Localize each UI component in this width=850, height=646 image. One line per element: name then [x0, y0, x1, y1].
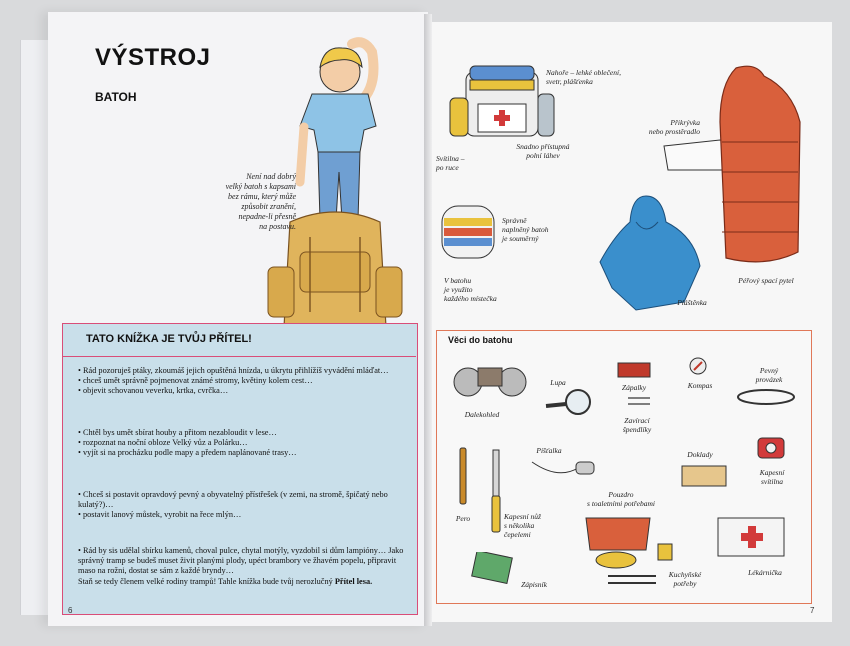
bullet-group-4: • Rád by sis udělal sbírku kamenů, choval pulce, chytal motýly, vyzdobil si dům lampióny… Jako správný tramp se budeš muset živit planými plody, upéct brambory ve žhavém popelu, připravit maso na rožni, dostat se sám z každé bryndy… Staň se tedy členem velké rodiny trampů! Tahle knížka bude tvůj nerozlučný Přítel lesa. [78, 546, 404, 586]
bullet-text: Rád by sis udělal sbírku kamenů, choval pulce, chytal motýly, vyzdobil si dům lampióny… Jako správný tramp se budeš muset živit planými plody, upéct brambory ve žhavém popelu, připravit maso na rožni, dostat se sám z každé bryndy… [78, 546, 404, 576]
backpack-caption [206, 172, 296, 232]
label-water-bottle [508, 142, 578, 160]
label-line: Kapesní [759, 468, 785, 477]
bullet-text: Chceš si postavit opravdový pevný a obyvatelný přístřešek (v zemi, na stromě, špičatý nebo kulatý?)… [78, 490, 388, 510]
label-line: provázek [755, 375, 783, 384]
label-line: svítilna [760, 477, 784, 486]
label-flashlight [750, 468, 794, 486]
label-line: Svítilna – [436, 154, 465, 163]
matches-icon [616, 360, 652, 380]
book-gutter [424, 14, 432, 626]
label-line: polní láhev [526, 151, 560, 160]
label-safety-pins [612, 416, 662, 434]
label-line: po ruce [436, 163, 459, 172]
label-line: každého místečka [444, 294, 497, 303]
caption-line: bez rámu, který může [228, 192, 296, 201]
bullet-text: Staň se tedy členem velké rodiny trampů! Tahle knížka bude tvůj nerozlučný [78, 576, 333, 586]
closing-bold-text: Přítel lesa. [334, 576, 373, 586]
bullet-text: Chtěl bys umět sbírat houby a přitom nezabloudit v lese… [82, 428, 277, 437]
label-line: čepelemi [504, 530, 531, 539]
bullet-text: rozpoznat na noční obloze Velký vůz a Polárku… [82, 438, 248, 448]
magnifier-icon [544, 384, 594, 418]
bullet-text: Rád pozoruješ ptáky, zkoumáš jejich opuštěná hnízda, u úkrytu přihlížíš vyvádění mláďat… [82, 366, 389, 375]
label-line: Snadno přístupná [516, 142, 570, 151]
label-line: naplněný batoh [502, 225, 549, 234]
label-line: V batohu [444, 276, 472, 285]
page-number-left: 6 [68, 606, 73, 615]
label-toiletry [576, 490, 666, 508]
section-subtitle: BATOH [95, 90, 137, 104]
label-line: Pevný [759, 366, 779, 375]
label-line: je využito [444, 285, 473, 294]
bullet-group-2: • Chtěl bys umět sbírat houby a přitom nezabloudit v lese… • rozpoznat na noční obloze Velký vůz a Polárku… • vyjít si na procházku podle mapy a předem naplánované trasy… [78, 428, 297, 458]
cup-icon [656, 540, 678, 564]
round-backpack-illustration [436, 200, 500, 262]
label-line: nebo prostěradlo [648, 127, 700, 136]
label-line: potřeby [673, 579, 697, 588]
label-line: s toaletními potřebami [587, 499, 655, 508]
friend-box-heading: TATO KNÍŽKA JE TVŮJ PŘÍTEL! [86, 333, 252, 345]
bullet-text: postavit lanový můstek, vyrobit na řece mlýn… [82, 510, 242, 520]
label-rope [744, 366, 794, 384]
label-magnifier: Lupa [550, 378, 566, 387]
label-cutlery [660, 570, 710, 588]
label-notebook: Zápisník [521, 580, 547, 589]
compass-icon [688, 356, 708, 376]
flashlight-icon [754, 432, 788, 462]
bullet-text: vyjít si na procházku podle mapy a předem naplánované trasy… [82, 448, 297, 458]
label-line: Správně [502, 216, 527, 225]
label-pen: Pero [455, 514, 471, 523]
label-use-space [444, 276, 514, 303]
page-number-right: 7 [810, 606, 815, 615]
label-compass: Kompas [687, 381, 713, 390]
label-matches: Zápalky [621, 383, 647, 392]
toiletry-bag-icon [582, 512, 654, 572]
rope-icon [734, 386, 798, 408]
raincoat-illustration [596, 192, 702, 312]
items-heading: Věci do batohu [448, 335, 513, 345]
label-whistle: Píšťalka [536, 446, 562, 455]
label-first-aid: Lékárnička [748, 568, 782, 577]
label-line: Přikrývka [670, 118, 700, 127]
label-sleeping-bag: Péřový spací pytel [738, 276, 794, 285]
caption-line: nepadne-li přesně [238, 212, 296, 221]
bullet-group-3: • Chceš si postavit opravdový pevný a obyvatelný přístřešek (v zemi, na stromě, špičatý nebo kulatý?)… • postavit lanový můstek, vyrobit na řece mlýn… [78, 490, 388, 520]
bullet-text: chceš umět správně pojmenovat známé stromy, květiny kolem cest… [82, 376, 313, 386]
label-line: Nahoře – lehké oblečení, [546, 68, 621, 77]
first-aid-kit-icon [714, 514, 790, 564]
label-line: s několika [504, 521, 535, 530]
label-line: Pouzdro [608, 490, 634, 499]
label-line: je souměrný [502, 234, 539, 243]
pen-icon [456, 444, 470, 506]
caption-line: velký batoh s kapsami [225, 182, 296, 191]
safety-pins-icon [626, 394, 652, 410]
caption-line: na postavu. [259, 222, 296, 231]
caption-line: způsobit zranění, [241, 202, 296, 211]
whistle-icon [528, 456, 598, 482]
caption-line: Není nad dobrý [246, 172, 296, 181]
documents-icon [680, 462, 728, 488]
label-line: Kuchyňské [668, 570, 702, 579]
bullet-text: objevit schovanou veverku, krtka, cvrčka… [82, 386, 229, 396]
packed-backpack-illustration [448, 62, 558, 142]
page-title: VÝSTROJ [95, 44, 211, 71]
notebook-icon [470, 552, 516, 584]
label-line: Kapesní nůž [504, 512, 541, 521]
binoculars-icon [450, 356, 530, 402]
label-line: svetr, plášťenka [546, 77, 593, 86]
label-top-clothes [546, 68, 626, 86]
sleeping-bag-illustration [706, 62, 806, 272]
cutlery-icon [606, 570, 658, 590]
label-documents: Doklady [687, 450, 713, 459]
label-balanced-pack [502, 216, 562, 243]
bullet-group-1: • Rád pozoruješ ptáky, zkoumáš jejich opuštěná hnízda, u úkrytu přihlížíš vyvádění mláďat… • chceš umět správně pojmenovat známé stromy, květiny kolem cest… • objevit schovanou veverku, krtka, cvrčka… [78, 366, 389, 396]
label-line: Zavírací [624, 416, 650, 425]
label-binoculars: Dalekohled [464, 410, 500, 419]
friend-box-divider [62, 356, 416, 357]
label-raincoat: Pláštěnka [677, 298, 707, 307]
knife-icon [488, 448, 504, 538]
label-knife [504, 512, 556, 539]
label-line: špendlíky [622, 425, 652, 434]
label-flashlight-hand [436, 154, 486, 172]
